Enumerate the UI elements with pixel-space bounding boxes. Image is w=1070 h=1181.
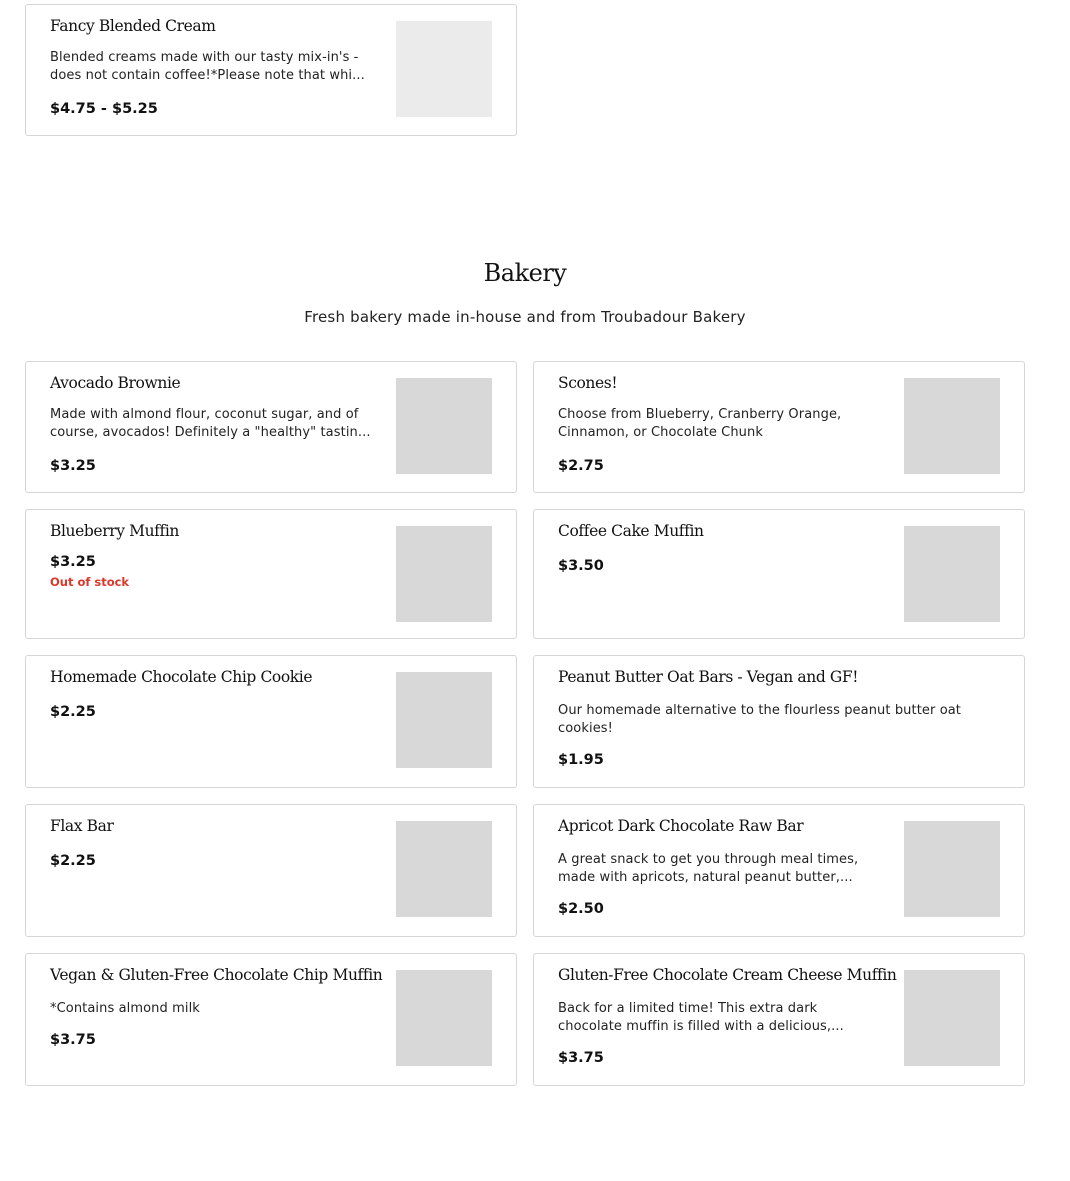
menu-item-card[interactable] — [25, 361, 517, 493]
item-name: Coffee Cake Muffin — [558, 522, 704, 540]
item-price: $3.50 — [558, 558, 604, 574]
menu-item-card[interactable] — [25, 509, 517, 639]
item-image — [396, 21, 492, 117]
item-price: $1.95 — [558, 752, 604, 768]
menu-item-card[interactable] — [533, 953, 1025, 1086]
item-image — [904, 378, 1000, 474]
menu-item-card[interactable] — [533, 804, 1025, 937]
item-description: *Contains almond milk — [50, 1001, 200, 1016]
item-image — [396, 970, 492, 1066]
menu-item-card[interactable] — [25, 953, 517, 1086]
item-name: Blueberry Muffin — [50, 522, 179, 540]
item-price: $3.75 — [558, 1050, 604, 1066]
item-image — [396, 672, 492, 768]
item-price: $2.25 — [50, 704, 96, 720]
item-price: $2.75 — [558, 458, 604, 474]
item-name: Scones! — [558, 374, 618, 392]
item-name: Peanut Butter Oat Bars - Vegan and GF! — [558, 668, 859, 686]
item-description: Our homemade alternative to the flourless peanut butter oat cookies! — [558, 703, 962, 736]
menu-item-card[interactable] — [25, 4, 517, 136]
item-name: Homemade Chocolate Chip Cookie — [50, 668, 313, 686]
item-price: $3.75 — [50, 1032, 96, 1048]
menu-item-card[interactable] — [25, 655, 517, 788]
item-name: Vegan & Gluten-Free Chocolate Chip Muffin — [50, 966, 383, 984]
section-subtitle: Fresh bakery made in-house and from Troubadour Bakery — [304, 308, 746, 326]
item-price: $3.25 — [50, 554, 96, 570]
item-price: $3.25 — [50, 458, 96, 474]
item-name: Fancy Blended Cream — [50, 17, 216, 35]
menu-item-card[interactable] — [25, 804, 517, 937]
menu-item-card[interactable] — [533, 655, 1025, 788]
item-image — [396, 378, 492, 474]
item-description: Blended creams made with our tasty mix-in's - does not contain coffee!*Please note that whi... — [50, 50, 365, 83]
item-image — [904, 821, 1000, 917]
item-description: Choose from Blueberry, Cranberry Orange, Cinnamon, or Chocolate Chunk — [558, 407, 842, 440]
item-name: Avocado Brownie — [50, 374, 181, 392]
item-name: Gluten-Free Chocolate Cream Cheese Muffin — [558, 966, 897, 984]
menu-item-card[interactable] — [533, 361, 1025, 493]
item-name: Flax Bar — [50, 817, 114, 835]
section-title: Bakery — [483, 259, 567, 287]
item-price: $4.75 - $5.25 — [50, 101, 158, 117]
item-image — [396, 526, 492, 622]
item-description: Made with almond flour, coconut sugar, and of course, avocados! Definitely a "healthy" tastin... — [50, 407, 371, 440]
item-name: Apricot Dark Chocolate Raw Bar — [558, 817, 804, 835]
item-image — [904, 526, 1000, 622]
item-price: $2.25 — [50, 853, 96, 869]
item-description: A great snack to get you through meal times, made with apricots, natural peanut butter,... — [558, 852, 859, 885]
item-description: Back for a limited time! This extra dark chocolate muffin is filled with a delicious,... — [558, 1001, 844, 1034]
out-of-stock-label: Out of stock — [50, 575, 130, 589]
item-image — [904, 970, 1000, 1066]
menu-item-card[interactable] — [533, 509, 1025, 639]
item-price: $2.50 — [558, 901, 604, 917]
item-image — [396, 821, 492, 917]
